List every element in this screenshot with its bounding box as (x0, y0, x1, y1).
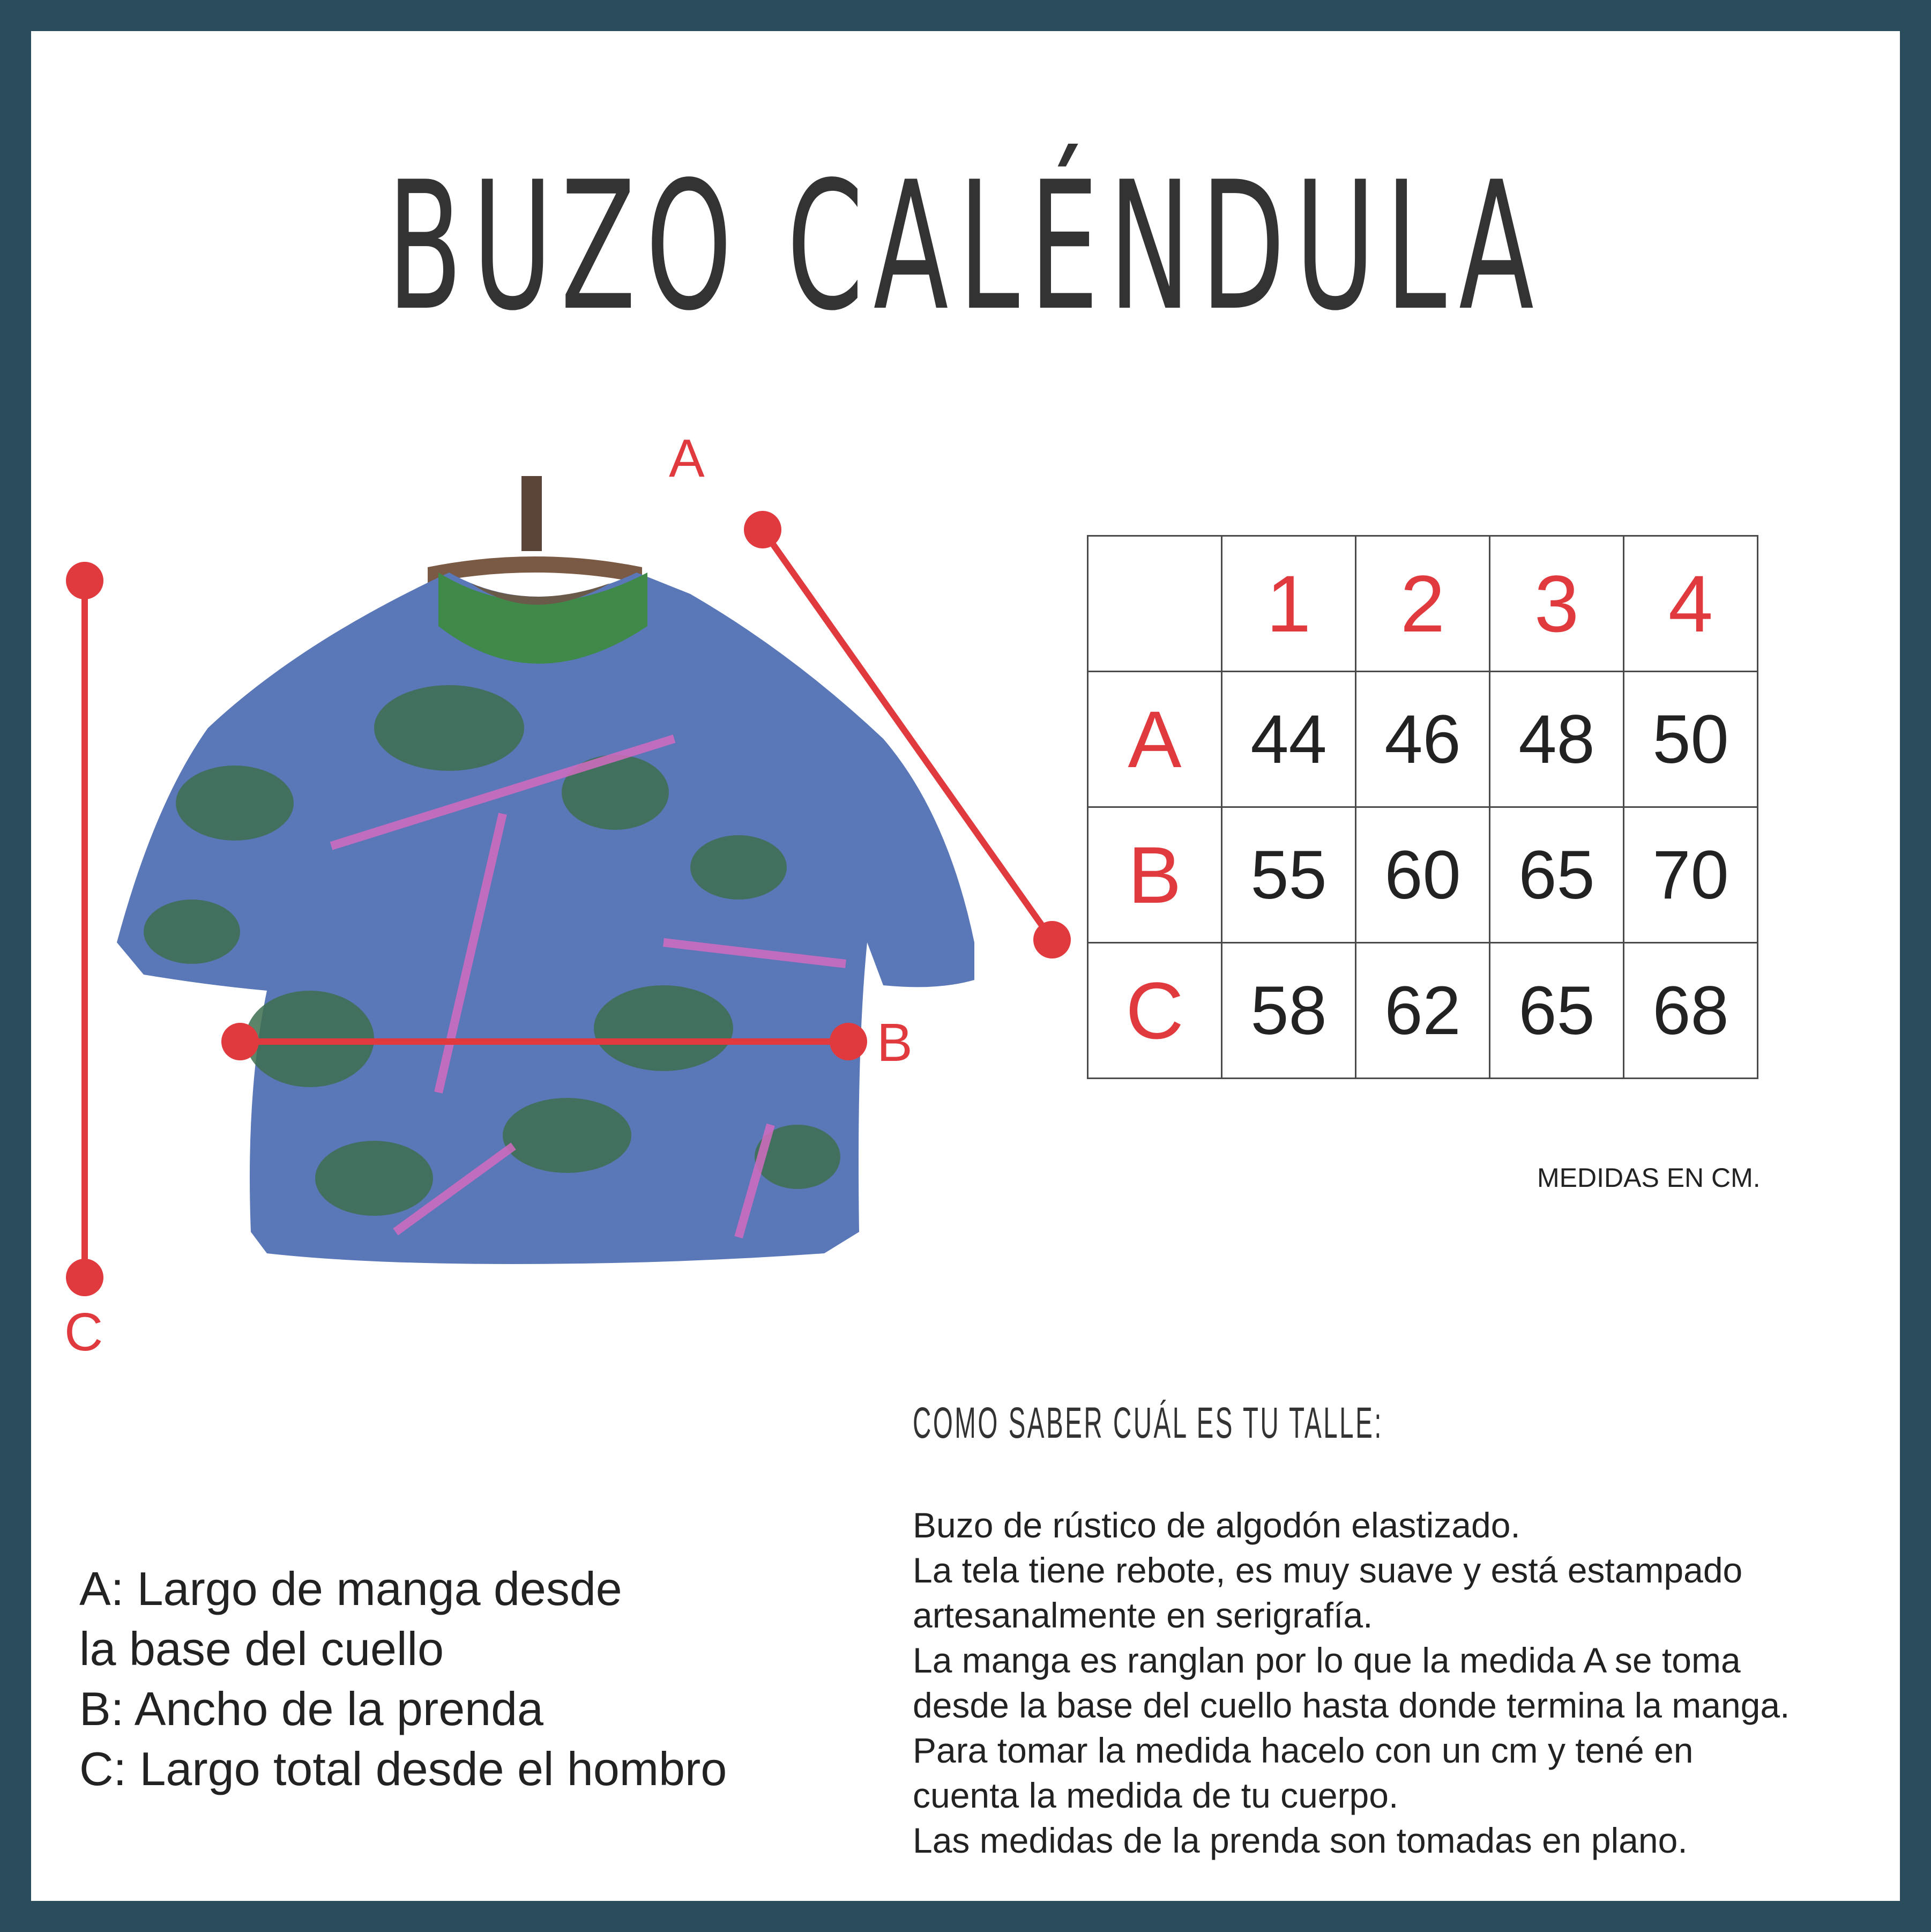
product-description (913, 1503, 1790, 1863)
hanger-illustration (428, 476, 642, 583)
description-line: Buzo de rústico de algodón elastizado. (913, 1505, 1520, 1545)
size-column-4: 4 (1624, 536, 1758, 672)
table-cell: 65 (1490, 807, 1624, 943)
table-cell: 44 (1222, 672, 1356, 807)
dimension-c-label: C (64, 1302, 103, 1362)
description-line: La manga es ranglan por lo que la medida A se toma (913, 1640, 1741, 1680)
size-table-corner (1088, 536, 1222, 672)
description-line: La tela tiene rebote, es muy suave y está estampado (913, 1550, 1743, 1590)
unit-note: MEDIDAS EN CM. (1537, 1163, 1761, 1193)
legend-line: A: Largo de manga desde (79, 1562, 622, 1615)
size-column-2: 2 (1356, 536, 1490, 672)
row-label-c: C (1088, 943, 1222, 1079)
legend-line: B: Ancho de la prenda (79, 1682, 543, 1735)
table-row (1088, 807, 1758, 943)
table-row (1088, 672, 1758, 807)
description-line: Para tomar la medida hacelo con un cm y tené en (913, 1730, 1694, 1770)
size-table-header-row (1088, 536, 1758, 672)
size-column-1: 1 (1222, 536, 1356, 672)
table-cell: 62 (1356, 943, 1490, 1079)
row-label-a: A (1088, 672, 1222, 807)
description-line: artesanalmente en serigrafía. (913, 1595, 1373, 1635)
row-label-b: B (1088, 807, 1222, 943)
table-cell: 60 (1356, 807, 1490, 943)
table-cell: 65 (1490, 943, 1624, 1079)
table-cell: 70 (1624, 807, 1758, 943)
page-frame (31, 31, 1900, 1901)
measurement-legend (79, 1559, 727, 1799)
size-table (1087, 535, 1758, 1079)
shirt-photo (117, 573, 974, 1264)
dimension-a-label: A (669, 428, 705, 488)
legend-line: C: Largo total desde el hombro (79, 1742, 727, 1795)
description-line: cuenta la medida de tu cuerpo. (913, 1775, 1399, 1815)
howto-heading: COMO SABER CUÁL ES TU TALLE: (913, 1399, 1384, 1447)
table-cell: 58 (1222, 943, 1356, 1079)
table-cell: 50 (1624, 672, 1758, 807)
size-column-3: 3 (1490, 536, 1624, 672)
table-cell: 48 (1490, 672, 1624, 807)
table-cell: 68 (1624, 943, 1758, 1079)
legend-line: la base del cuello (79, 1622, 444, 1675)
description-line: desde la base del cuello hasta donde termina la manga. (913, 1685, 1790, 1725)
page-title: BUZO CALÉNDULA (387, 144, 1544, 350)
dimension-b-label: B (877, 1013, 913, 1073)
table-cell: 55 (1222, 807, 1356, 943)
table-cell: 46 (1356, 672, 1490, 807)
description-line: Las medidas de la prenda son tomadas en plano. (913, 1820, 1688, 1860)
table-row (1088, 943, 1758, 1079)
dimension-c (66, 562, 103, 1296)
